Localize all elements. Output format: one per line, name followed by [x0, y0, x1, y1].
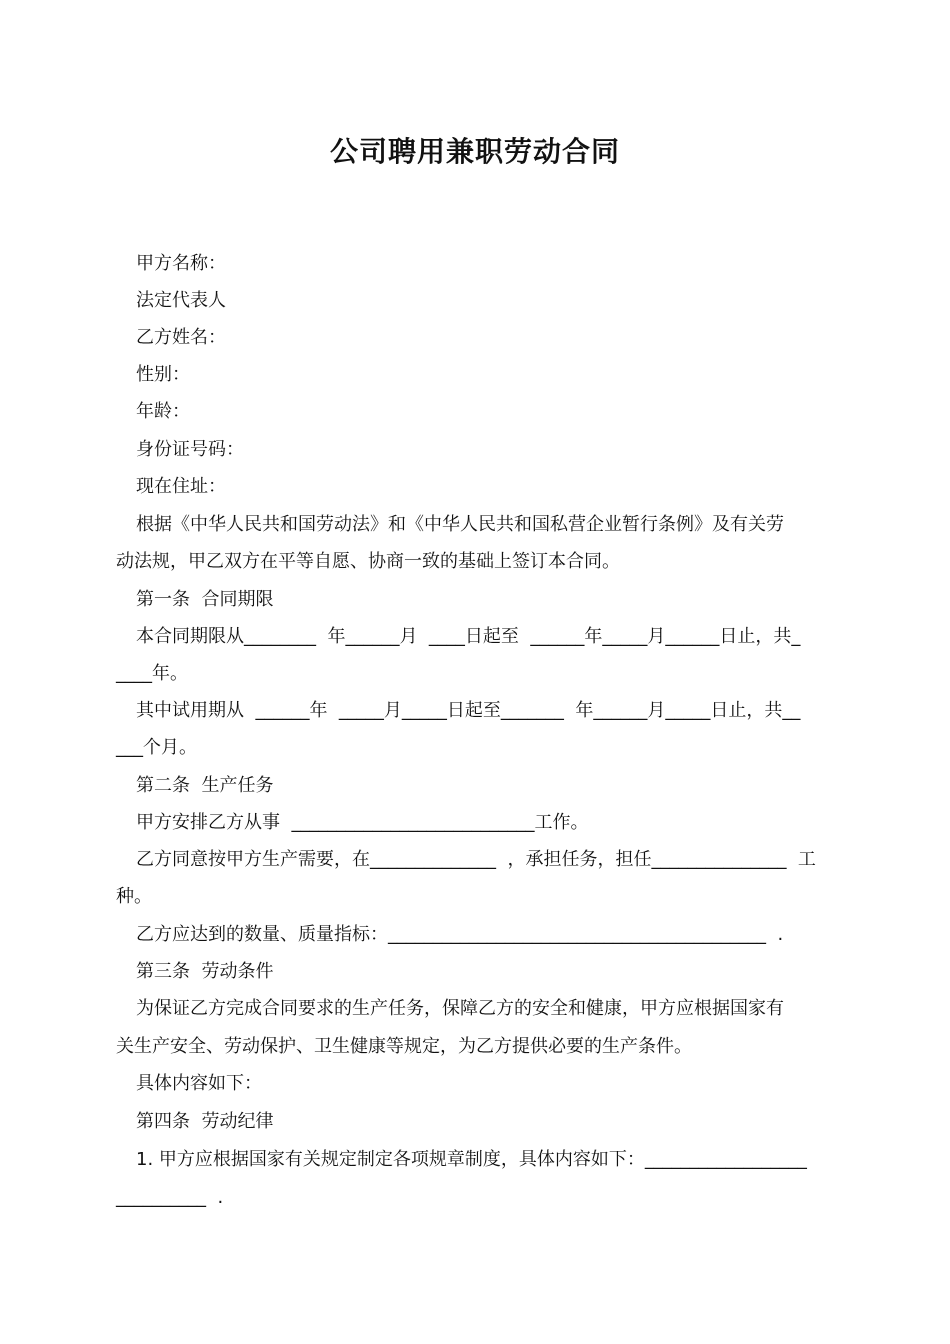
field-age: 年龄：	[136, 401, 190, 422]
field-party-b-name: 乙方姓名：	[136, 327, 226, 348]
document-title: 公司聘用兼职劳动合同	[329, 135, 620, 168]
quality-indicator-line: 乙方应达到的数量、质量指标：__________________________________________ .	[136, 924, 784, 945]
task-assignment-line: 甲方安排乙方从事 ___________________________工作。	[136, 812, 589, 833]
labor-discipline-line-2: __________ .	[116, 1187, 224, 1208]
contract-term-line-2: ____年。	[116, 663, 188, 684]
specific-content-line: 具体内容如下：	[136, 1073, 262, 1094]
labor-discipline-line-1: 1. 甲方应根据国家有关规定制定各项规章制度，具体内容如下：__________________	[136, 1149, 807, 1170]
task-agreement-line-1: 乙方同意按甲方生产需要，在______________ ，承担任务，担任_______________ 工	[136, 849, 816, 870]
field-id-number: 身份证号码：	[136, 439, 244, 460]
field-legal-representative: 法定代表人	[136, 290, 226, 311]
task-agreement-line-2: 种。	[116, 886, 152, 907]
field-gender: 性别：	[136, 364, 190, 385]
article-3-heading: 第三条 劳动条件	[136, 961, 274, 982]
preamble-line-1: 根据《中华人民共和国劳动法》和《中华人民共和国私营企业暂行条例》及有关劳	[136, 514, 784, 535]
article-1-heading: 第一条 合同期限	[136, 589, 274, 610]
preamble-line-2: 动法规，甲乙双方在平等自愿、协商一致的基础上签订本合同。	[116, 551, 620, 572]
labor-conditions-line-1: 为保证乙方完成合同要求的生产任务，保障乙方的安全和健康，甲方应根据国家有	[136, 998, 784, 1019]
field-party-a-name: 甲方名称：	[136, 253, 226, 274]
contract-term-line-1: 本合同期限从________ 年______月 ____日起至 ______年_____月______日止，共_	[136, 626, 801, 647]
field-current-address: 现在住址：	[136, 476, 226, 497]
probation-line-2: ___个月。	[116, 737, 197, 758]
labor-conditions-line-2: 关生产安全、劳动保护、卫生健康等规定，为乙方提供必要的生产条件。	[116, 1036, 692, 1057]
article-2-heading: 第二条 生产任务	[136, 775, 274, 796]
probation-line-1: 其中试用期从 ______年 _____月_____日起至_______ 年______月_____日止，共__	[136, 700, 801, 721]
article-4-heading: 第四条 劳动纪律	[136, 1111, 274, 1132]
